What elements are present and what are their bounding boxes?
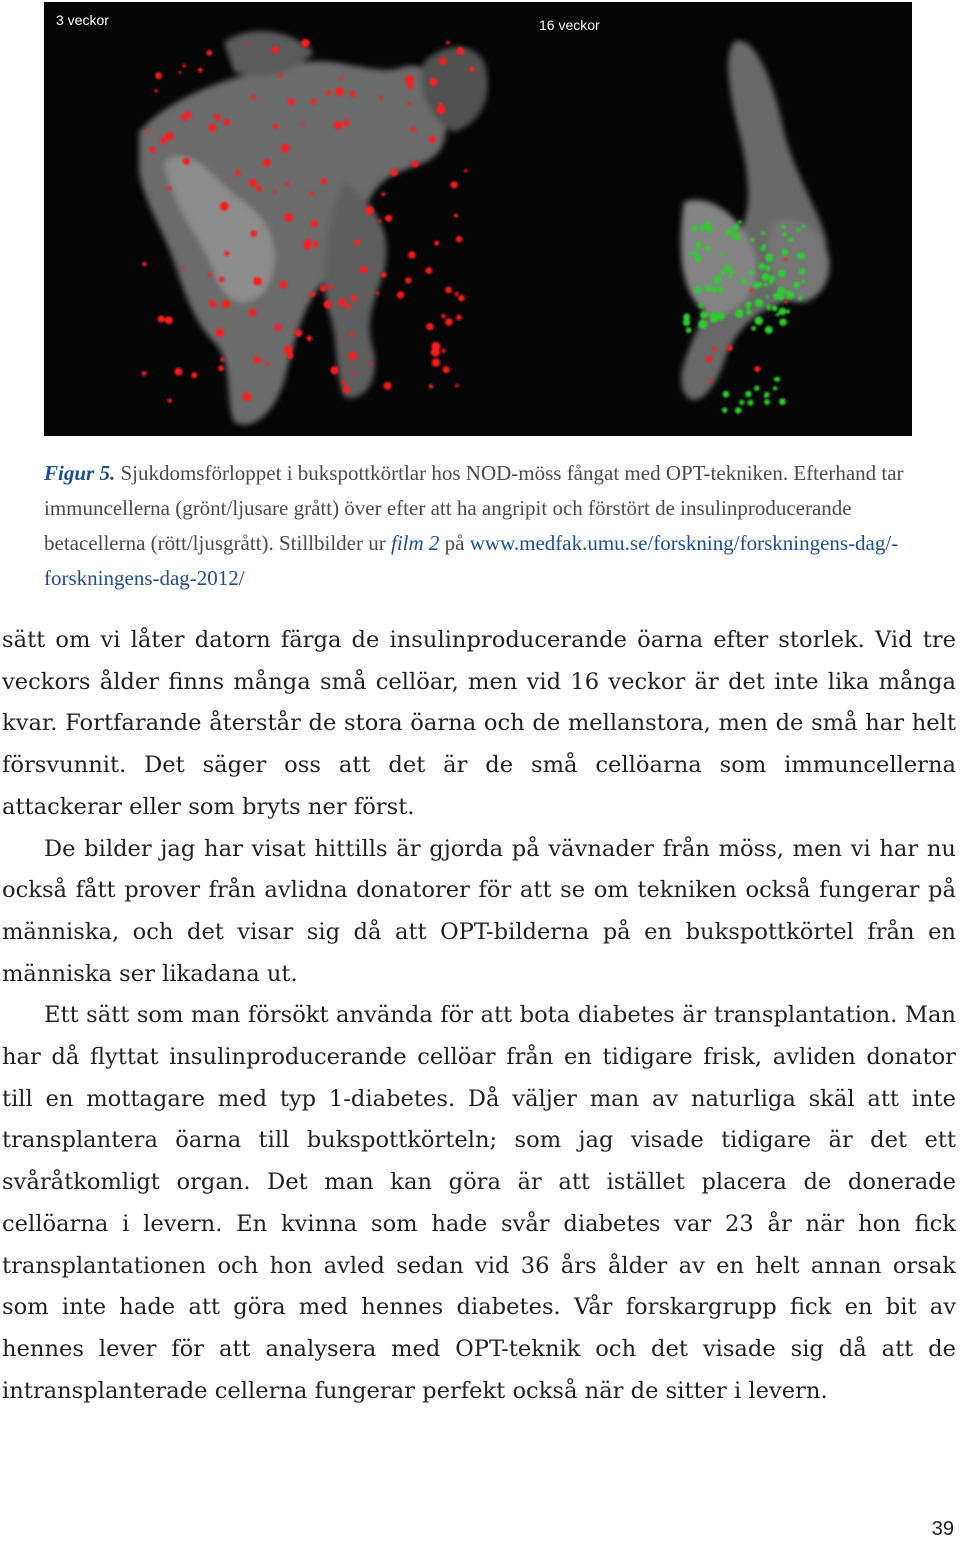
beta-cell-dot bbox=[432, 358, 440, 366]
beta-cell-dot bbox=[706, 356, 712, 362]
immune-cell-dot bbox=[776, 313, 780, 317]
immune-cell-dot bbox=[767, 308, 770, 311]
beta-cell-dot bbox=[454, 213, 458, 217]
beta-cell-dot bbox=[750, 288, 754, 292]
beta-cell-dot bbox=[431, 342, 440, 351]
beta-cell-dot bbox=[155, 89, 158, 92]
beta-cell-dot bbox=[160, 137, 166, 143]
beta-cell-dot bbox=[439, 57, 446, 64]
immune-cell-dot bbox=[756, 299, 760, 303]
immune-cell-dot bbox=[713, 276, 721, 284]
immune-cell-dot bbox=[705, 286, 711, 292]
beta-cell-dot bbox=[275, 324, 282, 331]
immune-cell-dot bbox=[779, 398, 786, 405]
beta-cell-dot bbox=[242, 392, 251, 401]
beta-cell-dot bbox=[712, 347, 716, 351]
beta-cell-dot bbox=[256, 186, 262, 192]
beta-cell-dot bbox=[223, 119, 230, 126]
immune-cell-dot bbox=[696, 244, 701, 249]
immune-cell-dot bbox=[765, 326, 773, 334]
beta-cell-dot bbox=[249, 179, 257, 187]
beta-cell-dot bbox=[376, 292, 379, 295]
immune-cell-dot bbox=[683, 319, 690, 326]
beta-cell-dot bbox=[469, 66, 474, 71]
beta-cell-dot bbox=[249, 309, 257, 317]
beta-cell-dot bbox=[155, 72, 162, 79]
beta-cell-dot bbox=[220, 202, 229, 211]
immune-cell-dot bbox=[742, 279, 748, 285]
immune-cell-dot bbox=[689, 252, 692, 255]
immune-cell-dot bbox=[769, 275, 776, 282]
beta-cell-dot bbox=[407, 83, 413, 89]
beta-cell-dot bbox=[328, 284, 333, 289]
immune-cell-dot bbox=[732, 232, 740, 240]
immune-cell-dot bbox=[720, 270, 725, 275]
immune-cell-dot bbox=[796, 228, 800, 232]
beta-cell-dot bbox=[183, 158, 190, 165]
beta-cell-dot bbox=[218, 365, 224, 371]
beta-cell-dot bbox=[220, 357, 224, 361]
immune-cell-dot bbox=[798, 296, 803, 301]
immune-cell-dot bbox=[765, 254, 773, 262]
immune-cell-dot bbox=[735, 309, 744, 318]
immune-cell-dot bbox=[750, 238, 754, 242]
beta-cell-dot bbox=[251, 95, 256, 100]
beta-cell-dot bbox=[411, 127, 416, 132]
beta-cell-dot bbox=[307, 336, 313, 342]
paragraph-1: sätt om vi låter datorn färga de insulinproducerande öarna efter storlek. Vid tre veckors ålder finns många små cellöar, men vid 16 veckor är det inte lika många kvar. Fortfarande återstår de stora öarna och de mellanstora, men de små har helt försvunnit. Det säger oss att det är de små cellöarna som immuncellerna attackerar eller som bryts ner först. bbox=[2, 627, 956, 820]
beta-cell-dot bbox=[254, 356, 261, 363]
immune-cell-dot bbox=[802, 280, 806, 284]
beta-cell-dot bbox=[326, 91, 331, 96]
pancreas-opt-image bbox=[44, 2, 912, 436]
immune-cell-dot bbox=[706, 226, 713, 233]
beta-cell-dot bbox=[168, 398, 172, 402]
beta-cell-dot bbox=[214, 114, 220, 120]
beta-cell-dot bbox=[458, 295, 465, 302]
immune-cell-dot bbox=[749, 270, 754, 275]
immune-cell-dot bbox=[775, 377, 780, 382]
beta-cell-dot bbox=[311, 220, 318, 227]
immune-cell-dot bbox=[700, 225, 706, 231]
immune-cell-dot bbox=[751, 326, 756, 331]
immune-cell-dot bbox=[735, 407, 742, 414]
immune-cell-dot bbox=[704, 312, 709, 317]
beta-cell-dot bbox=[178, 71, 181, 74]
beta-cell-dot bbox=[727, 345, 733, 351]
beta-cell-dot bbox=[443, 366, 450, 373]
immune-cell-dot bbox=[705, 246, 711, 252]
immune-cell-dot bbox=[728, 275, 732, 279]
caption-film: film 2 bbox=[390, 531, 440, 555]
immune-cell-dot bbox=[694, 286, 701, 293]
immune-cell-dot bbox=[738, 220, 742, 224]
immune-cell-dot bbox=[786, 309, 790, 313]
immune-cell-dot bbox=[722, 407, 728, 413]
beta-cell-dot bbox=[142, 371, 147, 376]
immune-cell-dot bbox=[686, 327, 692, 333]
beta-cell-dot bbox=[278, 73, 282, 77]
beta-cell-dot bbox=[310, 291, 315, 296]
beta-cell-dot bbox=[784, 258, 787, 261]
beta-cell-dot bbox=[343, 120, 349, 126]
beta-cell-dot bbox=[338, 299, 346, 307]
immune-cell-dot bbox=[733, 224, 739, 230]
beta-cell-dot bbox=[273, 124, 278, 129]
beta-cell-dot bbox=[455, 384, 458, 387]
beta-cell-dot bbox=[350, 332, 354, 336]
beta-cell-dot bbox=[165, 316, 173, 324]
beta-cell-dot bbox=[324, 300, 332, 308]
beta-cell-dot bbox=[442, 349, 446, 353]
immune-cell-dot bbox=[757, 304, 760, 307]
opt-figure bbox=[44, 2, 912, 436]
beta-cell-dot bbox=[445, 287, 452, 294]
beta-cell-dot bbox=[224, 251, 229, 256]
beta-cell-dot bbox=[438, 102, 442, 106]
beta-cell-dot bbox=[165, 132, 174, 141]
beta-cell-dot bbox=[287, 353, 293, 359]
beta-cell-dot bbox=[330, 366, 338, 374]
beta-cell-dot bbox=[407, 102, 410, 105]
immune-cell-dot bbox=[761, 231, 765, 235]
immune-cell-dot bbox=[739, 400, 744, 405]
page-number: 39 bbox=[931, 1518, 954, 1540]
immune-cell-dot bbox=[764, 399, 770, 405]
immune-cell-dot bbox=[698, 320, 707, 329]
beta-cell-dot bbox=[429, 136, 436, 143]
immune-cell-dot bbox=[772, 305, 778, 311]
immune-cell-dot bbox=[725, 266, 732, 273]
immune-cell-dot bbox=[717, 312, 725, 320]
beta-cell-dot bbox=[405, 277, 411, 283]
beta-cell-dot bbox=[311, 99, 316, 104]
beta-cell-dot bbox=[335, 87, 344, 96]
immune-cell-dot bbox=[748, 400, 754, 406]
beta-cell-dot bbox=[181, 266, 184, 269]
beta-cell-dot bbox=[441, 314, 446, 319]
beta-cell-dot bbox=[208, 124, 216, 132]
beta-cell-dot bbox=[350, 91, 356, 97]
beta-cell-dot bbox=[301, 122, 304, 125]
beta-cell-dot bbox=[456, 236, 463, 243]
immune-cell-dot bbox=[788, 237, 793, 242]
immune-cell-dot bbox=[699, 303, 704, 308]
beta-cell-dot bbox=[381, 192, 385, 196]
beta-cell-dot bbox=[353, 372, 356, 375]
immune-cell-dot bbox=[761, 273, 769, 281]
beta-cell-dot bbox=[207, 50, 213, 56]
beta-cell-dot bbox=[351, 295, 357, 301]
beta-cell-dot bbox=[355, 239, 361, 245]
immune-cell-dot bbox=[783, 232, 787, 236]
beta-cell-dot bbox=[175, 368, 183, 376]
beta-cell-dot bbox=[266, 362, 270, 366]
beta-cell-dot bbox=[340, 77, 343, 80]
caption-film-suffix: på bbox=[439, 531, 470, 555]
beta-cell-dot bbox=[360, 266, 367, 273]
caption-label: Figur 5. bbox=[44, 461, 116, 485]
beta-cell-dot bbox=[150, 147, 156, 153]
beta-cell-dot bbox=[342, 380, 346, 384]
beta-cell-dot bbox=[445, 318, 453, 326]
beta-cell-dot bbox=[437, 105, 446, 114]
beta-cell-dot bbox=[183, 64, 186, 67]
immune-cell-dot bbox=[765, 265, 771, 271]
beta-cell-dot bbox=[284, 345, 293, 354]
beta-cell-dot bbox=[250, 230, 257, 237]
immune-cell-dot bbox=[723, 391, 730, 398]
beta-cell-dot bbox=[208, 272, 212, 276]
immune-cell-dot bbox=[765, 295, 768, 298]
beta-cell-dot bbox=[457, 47, 465, 55]
figure-label-16-weeks: 16 veckor bbox=[539, 17, 600, 33]
immune-cell-dot bbox=[740, 276, 743, 279]
immune-cell-dot bbox=[760, 247, 764, 251]
beta-cell-dot bbox=[288, 98, 295, 105]
immune-cell-dot bbox=[757, 282, 763, 288]
beta-cell-dot bbox=[408, 251, 416, 259]
beta-cell-dot bbox=[384, 382, 392, 390]
immune-cell-dot bbox=[781, 225, 785, 229]
beta-cell-dot bbox=[222, 300, 230, 308]
beta-cell-dot bbox=[343, 386, 351, 394]
beta-cell-dot bbox=[405, 75, 414, 84]
immune-cell-dot bbox=[764, 395, 767, 398]
immune-cell-dot bbox=[799, 268, 805, 274]
caption-text: Sjukdomsförloppet i bukspottkörtlar hos NOD-möss fångat med OPT-tekniken. Efterhand tar immuncellerna (grönt/ljusare grått) över efter att ha angripit och förstört de insulinproducerande betacellerna (rött/ljusgrått). Stillbilder ur bbox=[44, 461, 904, 555]
immune-cell-dot bbox=[745, 391, 752, 398]
beta-cell-dot bbox=[273, 190, 276, 193]
immune-cell-dot bbox=[754, 386, 759, 391]
beta-cell-dot bbox=[425, 267, 432, 274]
beta-cell-dot bbox=[412, 160, 419, 167]
beta-cell-dot bbox=[284, 213, 293, 222]
beta-cell-dot bbox=[347, 304, 352, 309]
immune-cell-dot bbox=[720, 252, 723, 255]
beta-cell-dot bbox=[321, 178, 327, 184]
immune-cell-dot bbox=[692, 251, 697, 256]
beta-cell-dot bbox=[429, 384, 434, 389]
beta-cell-dot bbox=[209, 300, 214, 305]
beta-cell-dot bbox=[168, 186, 172, 190]
immune-cell-dot bbox=[711, 286, 717, 292]
immune-cell-dot bbox=[793, 281, 800, 288]
beta-cell-dot bbox=[431, 81, 436, 86]
beta-cell-dot bbox=[198, 68, 203, 73]
beta-cell-dot bbox=[464, 169, 467, 172]
beta-cell-dot bbox=[709, 379, 713, 383]
immune-cell-dot bbox=[692, 225, 698, 231]
beta-cell-dot bbox=[295, 329, 302, 336]
body-text bbox=[2, 620, 956, 1412]
immune-cell-dot bbox=[718, 287, 724, 293]
beta-cell-dot bbox=[272, 46, 279, 53]
immune-cell-dot bbox=[787, 292, 794, 299]
beta-cell-dot bbox=[380, 96, 384, 100]
beta-cell-dot bbox=[191, 372, 197, 378]
beta-cell-dot bbox=[334, 121, 342, 129]
beta-cell-dot bbox=[455, 292, 459, 296]
beta-cell-dot bbox=[235, 170, 241, 176]
immune-cell-dot bbox=[779, 308, 787, 316]
beta-cell-dot bbox=[446, 41, 450, 45]
beta-cell-dot bbox=[304, 243, 311, 250]
immune-cell-dot bbox=[778, 270, 786, 278]
immune-cell-dot bbox=[781, 249, 788, 256]
immune-cell-dot bbox=[763, 282, 767, 286]
beta-cell-dot bbox=[348, 352, 357, 361]
immune-cell-dot bbox=[758, 263, 765, 270]
beta-cell-dot bbox=[426, 323, 433, 330]
figure-caption bbox=[44, 456, 916, 596]
beta-cell-dot bbox=[390, 169, 398, 177]
beta-cell-dot bbox=[378, 220, 381, 223]
paragraph-3: Ett sätt som man försökt använda för att bota diabetes är transplantation. Man har då flyttat insulinproducerande cellöar från en tidigare frisk, avliden donator till en mottagare med typ 1-diabetes. Då väljer man av naturliga skäl att inte transplantera öarna till bukspottkörteln; som jag visade tidigare är det ett svåråtkomligt organ. Det man kan göra är att istället placera de donerade cellöarna i levern. En kvinna som hade svår diabetes var 23 år när hon fick transplantationen och hon avled sedan vid 36 års ålder av en helt annan orsak som inte hade att göra med hennes diabetes. Vår forskargrupp fick en bit av hennes lever för att analysera med OPT-teknik och det visade sig då att de intransplanterade cellerna fungerar perfekt också när de sitter i levern. bbox=[2, 1002, 956, 1404]
immune-cell-dot bbox=[773, 293, 780, 300]
beta-cell-dot bbox=[320, 285, 327, 292]
immune-cell-dot bbox=[798, 252, 805, 259]
paragraph-2: De bilder jag har visat hittills är gjorda på vävnader från möss, men vi har nu också fått prover från avlidna donatorer för att se om tekniken också fungerar på människa, och det visar sig då att OPT-bilderna på en bukspottkörtel från en människa ser likadana ut. bbox=[2, 835, 956, 987]
beta-cell-dot bbox=[397, 291, 404, 298]
beta-cell-dot bbox=[146, 130, 149, 133]
beta-cell-dot bbox=[385, 215, 392, 222]
immune-cell-dot bbox=[726, 229, 733, 236]
beta-cell-dot bbox=[219, 277, 225, 283]
immune-cell-dot bbox=[695, 255, 702, 262]
beta-cell-dot bbox=[216, 328, 225, 337]
beta-cell-dot bbox=[181, 114, 188, 121]
beta-cell-dot bbox=[313, 241, 319, 247]
beta-cell-dot bbox=[263, 159, 271, 167]
beta-cell-dot bbox=[365, 206, 374, 215]
immune-cell-dot bbox=[779, 318, 787, 326]
figure-label-3-weeks: 3 veckor bbox=[56, 12, 109, 28]
beta-cell-dot bbox=[285, 182, 289, 186]
immune-cell-dot bbox=[746, 309, 752, 315]
beta-cell-dot bbox=[456, 315, 462, 321]
immune-cell-dot bbox=[746, 305, 750, 309]
beta-cell-dot bbox=[434, 241, 439, 246]
beta-cell-dot bbox=[369, 362, 372, 365]
immune-cell-dot bbox=[773, 386, 777, 390]
beta-cell-dot bbox=[381, 272, 387, 278]
beta-cell-dot bbox=[310, 192, 314, 196]
beta-cell-dot bbox=[451, 181, 458, 188]
beta-cell-dot bbox=[785, 300, 788, 303]
beta-cell-dot bbox=[246, 42, 249, 45]
beta-cell-dot bbox=[280, 281, 288, 289]
beta-cell-dot bbox=[253, 277, 262, 286]
immune-cell-dot bbox=[802, 224, 806, 228]
beta-cell-dot bbox=[281, 144, 290, 153]
caption-url[interactable]: www.medfak.umu.se/forskning/forskningens-dag/-forskningens-dag-2012/ bbox=[44, 531, 899, 590]
beta-cell-dot bbox=[754, 366, 760, 372]
immune-cell-dot bbox=[755, 317, 764, 326]
beta-cell-dot bbox=[158, 315, 165, 322]
beta-cell-dot bbox=[142, 262, 146, 266]
beta-cell-dot bbox=[301, 39, 309, 47]
